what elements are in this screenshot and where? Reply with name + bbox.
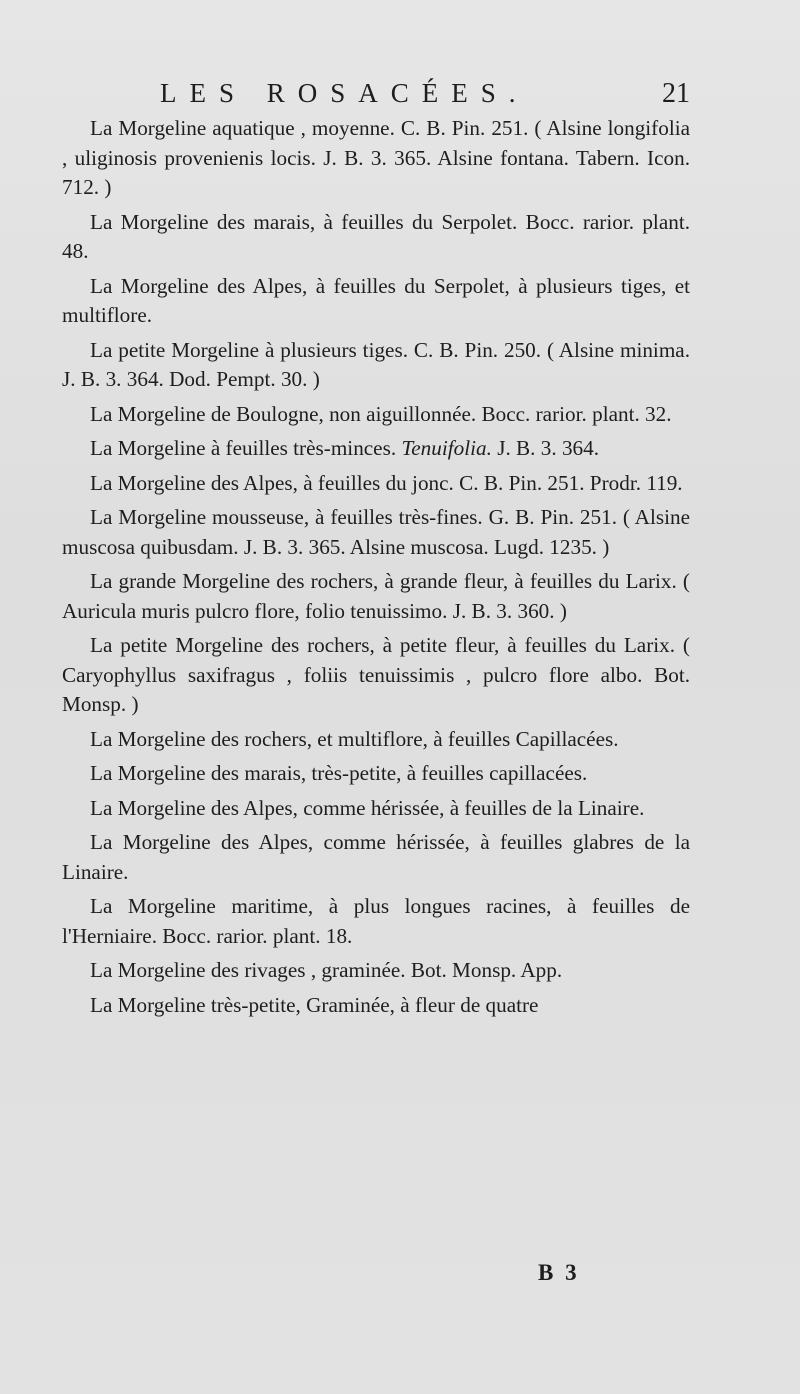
page-header (160, 78, 690, 114)
entry: La Morgeline de Boulogne, non aiguillonnée. Bocc. rarior. plant. 32. (90, 401, 672, 426)
entry: La Morgeline des Alpes, comme hérissée, à feuilles glabres de la Linaire. (62, 830, 690, 884)
entry: La Morgeline des rochers, et multiflore, à feuilles Capillacées. (90, 726, 619, 751)
entry-with-italic: La Morgeline à feuilles très-minces. Tenuifolia. J. B. 3. 364. (90, 436, 600, 460)
entry: La Morgeline des Alpes, comme hérissée, à feuilles de la Linaire. (90, 795, 645, 820)
entry: La Morgeline mousseuse, à feuilles très-fines. G. B. Pin. 251. ( Alsine muscosa quibusdam. J. B. 3. 365. Alsine muscosa. Lugd. 1235. ) (62, 505, 690, 559)
entry: La Morgeline des marais, à feuilles du Serpolet. Bocc. rarior. plant. 48. (62, 209, 690, 263)
italic-term: Tenuifolia. (401, 436, 492, 460)
entry: La Morgeline maritime, à plus longues racines, à feuilles de l'Herniaire. Bocc. rarior. plant. 18. (62, 894, 690, 948)
entry: La Morgeline très-petite, Graminée, à fleur de quatre (90, 992, 539, 1017)
signature-mark: B 3 (538, 1260, 580, 1285)
entry: La petite Morgeline des rochers, à petite fleur, à feuilles du Larix. ( Caryophyllus saxifragus , foliis tenuissimis , pulcro flore albo. Bot. Monsp. ) (62, 633, 690, 716)
entry: La Morgeline des Alpes, à feuilles du jonc. C. B. Pin. 251. Prodr. 119. (90, 470, 683, 495)
body-text (62, 114, 690, 1025)
entry: La Morgeline des Alpes, à feuilles du Serpolet, à plusieurs tiges, et multiflore. (62, 273, 690, 327)
page-number: 21 (662, 78, 690, 109)
entry: La Morgeline aquatique , moyenne. C. B. Pin. 251. ( Alsine longifolia , uliginosis provenienis locis. J. B. 3. 365. Alsine fontana. Tabern. Icon. 712. ) (62, 116, 690, 199)
entry: La grande Morgeline des rochers, à grande fleur, à feuilles du Larix. ( Auricula muris pulcro flore, folio tenuissimo. J. B. 3. 360. ) (62, 569, 690, 623)
entry: La petite Morgeline à plusieurs tiges. C. B. Pin. 250. ( Alsine minima. J. B. 3. 364. Dod. Pempt. 30. ) (62, 337, 690, 391)
running-head: LES ROSACÉES. (160, 78, 529, 108)
entry: La Morgeline des rivages , graminée. Bot. Monsp. App. (90, 958, 563, 982)
entry: La Morgeline des marais, très-petite, à feuilles capillacées. (90, 761, 588, 785)
